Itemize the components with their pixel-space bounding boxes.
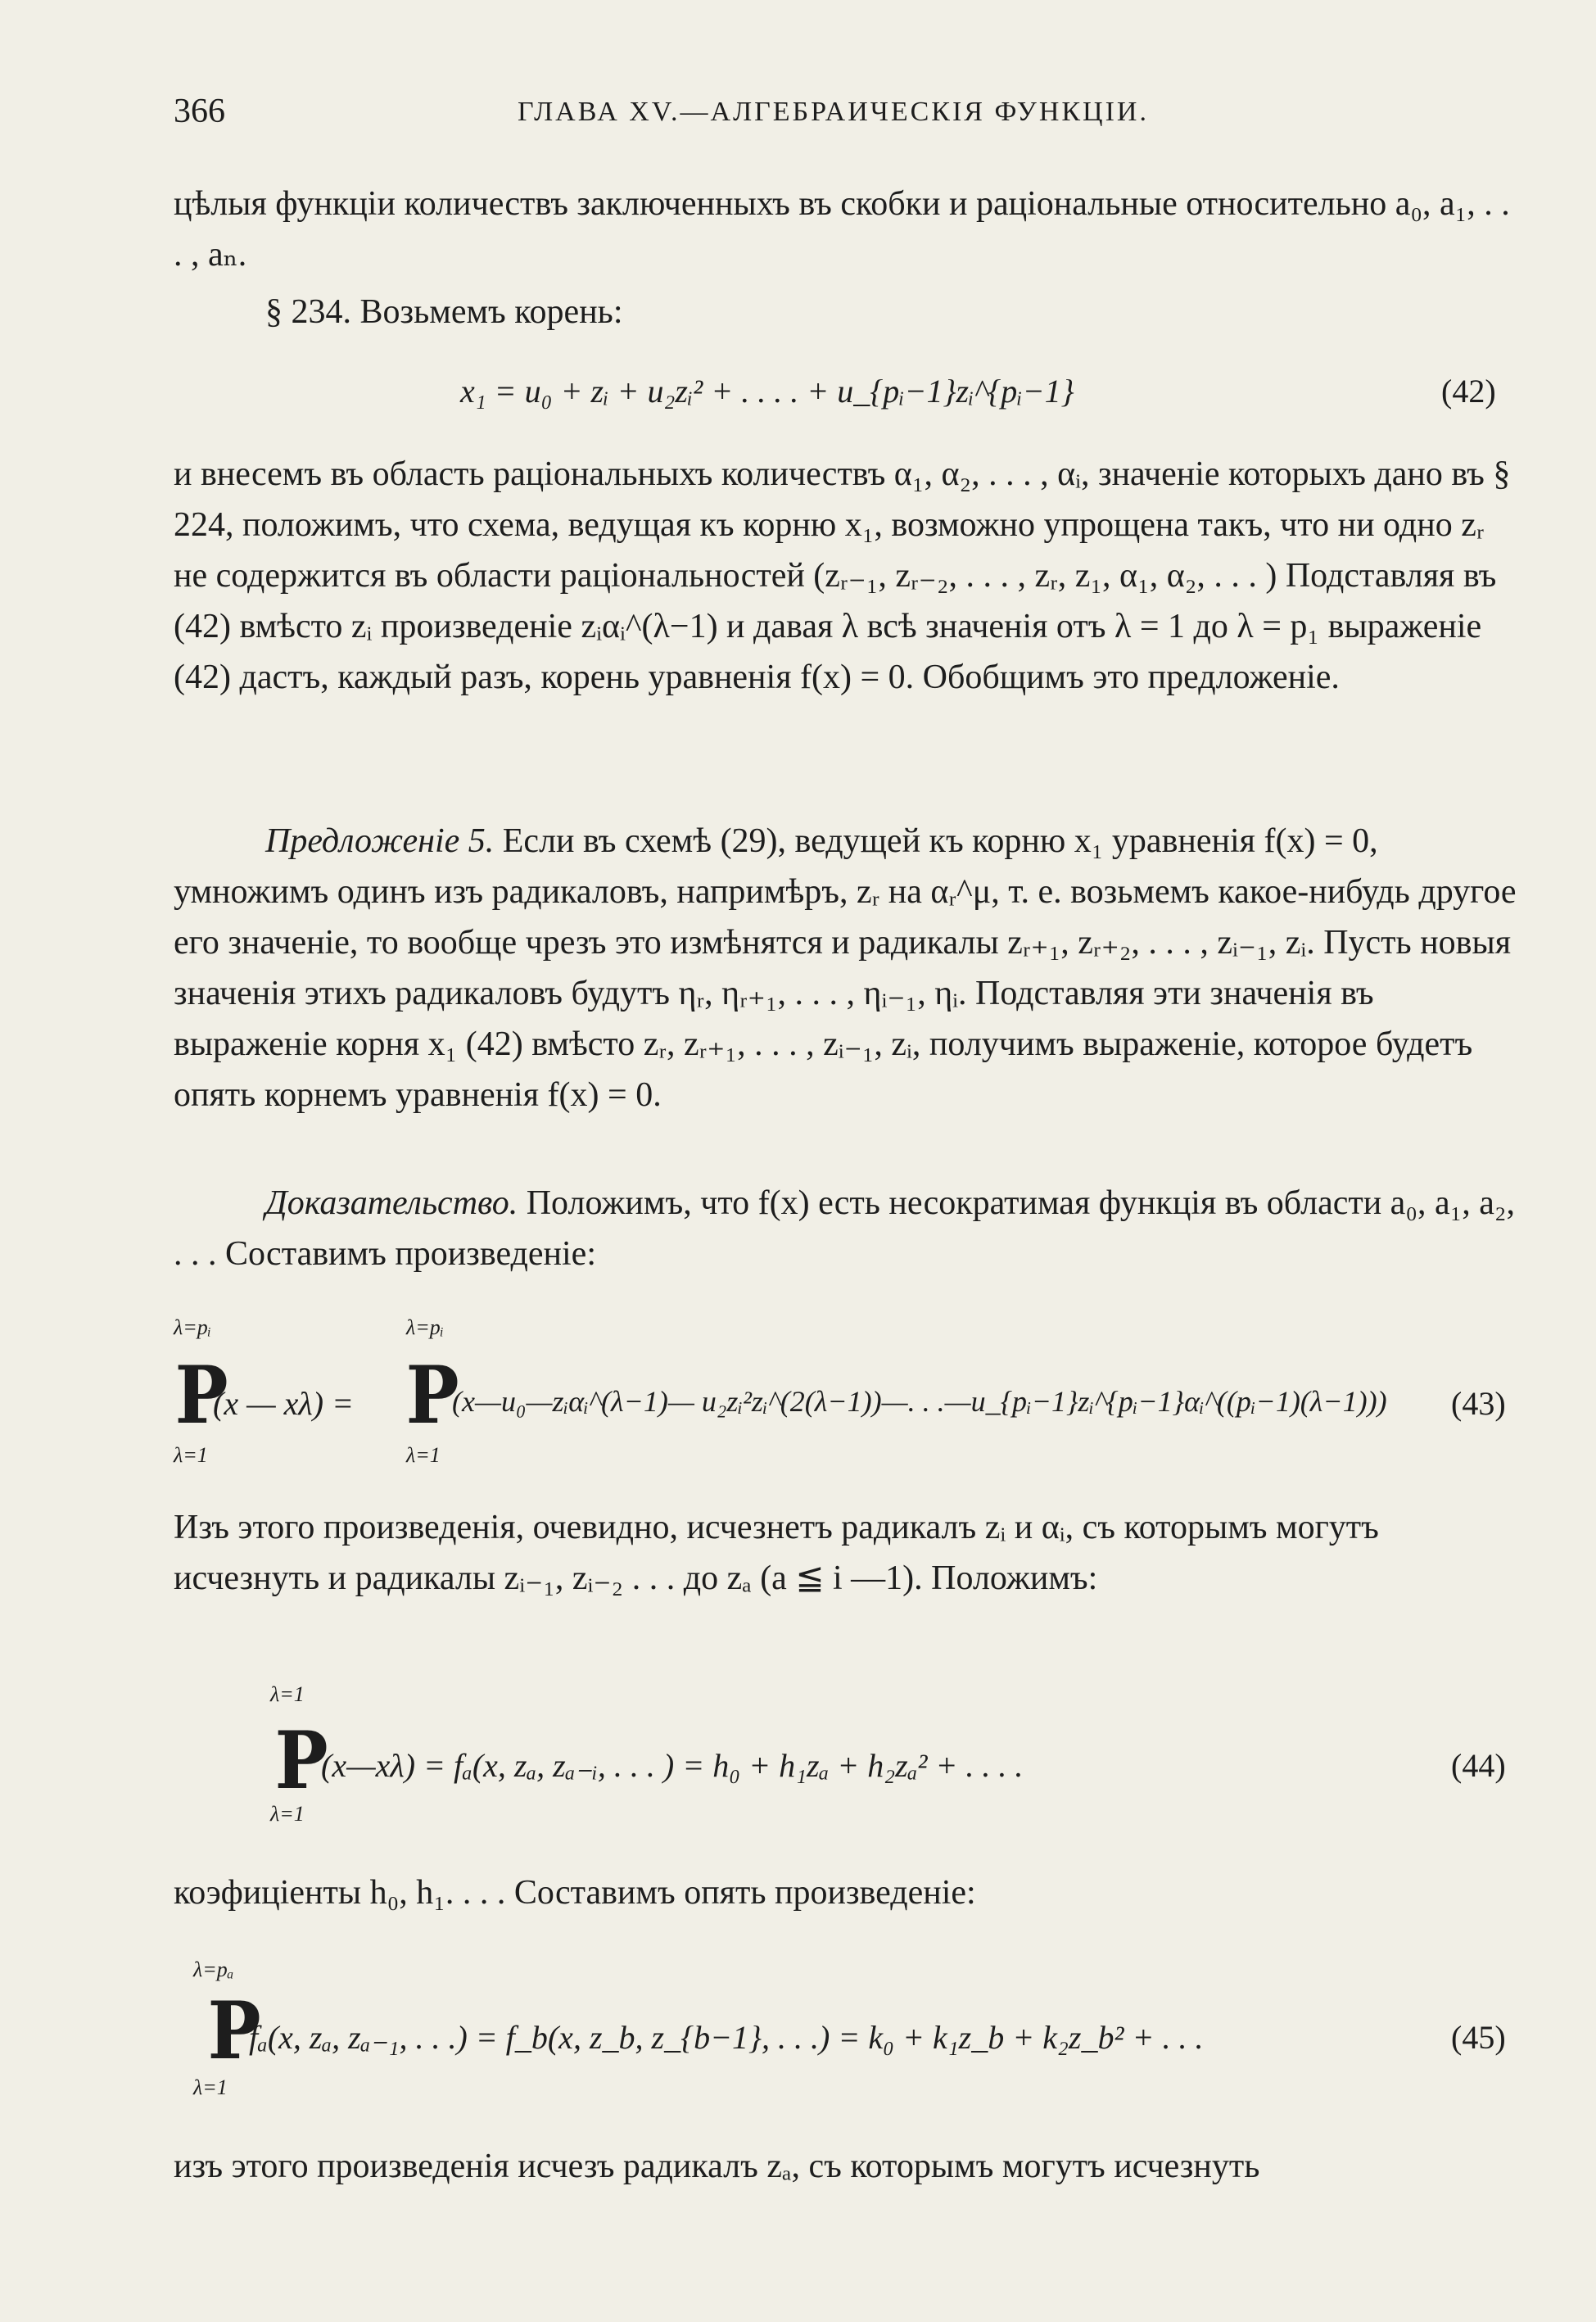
paragraph-7: коэфиціенты h₀, h₁. . . . Составимъ опять произведеніе:: [174, 1874, 976, 1912]
running-head: ГЛАВА XV.—АЛГЕБРАИЧЕСКІЯ ФУНКЦІИ.: [518, 97, 1149, 127]
eq43-lower-limit-left: λ=1: [174, 1443, 208, 1467]
proof-label: Доказательство.: [265, 1184, 518, 1222]
equation-45: [174, 1958, 1517, 2105]
eq44-upper-limit: λ=1: [270, 1682, 305, 1706]
eq45-body: fₐ(x, zₐ, zₐ₋₁, . . .) = f_b(x, z_b, z_{b−1}, . . .) = k₀ + k₁z_b + k₂z_b² + . . .: [249, 2019, 1204, 2056]
equation-42: [174, 367, 1517, 424]
proposition-5: [174, 816, 1517, 1120]
equation-42-body: x₁ = u₀ + zᵢ + u₂zᵢ² + . . . . + u_{pᵢ−1}zᵢ^{pᵢ−1}: [460, 373, 1074, 410]
page-header: [174, 92, 1549, 141]
eq44-body: (x—xλ) = fₐ(x, zₐ, zₐ₋ᵢ, . . . ) = h₀ + h₁zₐ + h₂zₐ² + . . . .: [321, 1747, 1024, 1784]
product-symbol-44: P: [274, 1714, 328, 1807]
section-234-heading: § 234. Возьмемъ корень:: [265, 293, 623, 331]
product-symbol-right: P: [405, 1349, 459, 1442]
eq45-lower-limit: λ=1: [193, 2075, 228, 2099]
equation-44-number: (44): [1451, 1747, 1506, 1784]
equation-44: [174, 1682, 1517, 1830]
eq43-left-side: (x — xλ) =: [213, 1385, 355, 1422]
equation-42-number: (42): [1441, 373, 1496, 410]
equation-43: [174, 1315, 1517, 1479]
paragraph-8: изъ этого произведенія исчезъ радикалъ zₐ, съ которымъ могутъ исчезнуть: [174, 2148, 1260, 2185]
eq43-upper-limit-left: λ=pᵢ: [174, 1315, 211, 1339]
proof-text: Положимъ, что f(x) есть несократимая функція въ области a₀, a₁, a₂, . . . Составимъ произведеніе:: [174, 1184, 1516, 1273]
proposition-5-text: Если въ схемѣ (29), ведущей къ корню x₁ уравненія f(x) = 0, умножимъ одинъ изъ радикаловъ, напримѣръ, zᵣ на αᵣ^μ, т. е. возьмемъ какое-нибудь другое его значеніе, то вообще чрезъ это измѣнятся и радикалы zᵣ₊₁, zᵣ₊₂, . . . , zᵢ₋₁, zᵢ. Пусть новыя значенія этихъ радикаловъ будутъ ηᵣ, ηᵣ₊₁, . . . , ηᵢ₋₁, ηᵢ. Подставляя эти значенія въ выраженіе корня x₁ (42) вмѣсто zᵣ, zᵣ₊₁, . . . , zᵢ₋₁, zᵢ, получимъ выраженіе, которое будетъ опять корнемъ уравненія f(x) = 0.: [174, 822, 1517, 1114]
equation-43-number: (43): [1451, 1385, 1506, 1422]
proof-paragraph: [174, 1178, 1517, 1279]
eq44-lower-limit: λ=1: [270, 1802, 305, 1826]
page-number: 366: [174, 93, 225, 130]
paragraph-3: и внесемъ въ область раціональныхъ количествъ α₁, α₂, . . . , αᵢ, значеніе которыхъ дано въ § 224, положимъ, что схема, ведущая къ корню x₁, возможно упрощена такъ, что ни одно zᵣ не содержится въ области раціональностей (zᵣ₋₁, zᵣ₋₂, . . . , zᵣ, z₁, α₁, α₂, . . . ) Подставляя въ (42) вмѣсто zᵢ произведеніе zᵢαᵢ^(λ−1) и давая λ всѣ значенія отъ λ = 1 до λ = p₁ выраженіе (42) дастъ, каждый разъ, корень уравненія f(x) = 0. Обобщимъ это предложеніе.: [174, 455, 1511, 696]
eq43-right-side: (x—u₀—zᵢαᵢ^(λ−1)— u₂zᵢ²zᵢ^(2(λ−1))—. . .—u_{pᵢ−1}zᵢ^{pᵢ−1}αᵢ^((pᵢ−1)(λ−1))): [452, 1385, 1387, 1418]
product-symbol-left: P: [174, 1349, 228, 1442]
paragraph-1: цѣлыя функціи количествъ заключенныхъ въ скобки и раціональные относительно a₀, a₁, . . . , aₙ.: [174, 185, 1510, 274]
equation-45-number: (45): [1451, 2019, 1506, 2056]
eq43-upper-limit-right: λ=pᵢ: [406, 1315, 444, 1339]
proposition-5-label: Предложеніе 5.: [265, 822, 495, 860]
eq43-lower-limit-right: λ=1: [406, 1443, 441, 1467]
eq45-upper-limit: λ=pₐ: [193, 1958, 234, 1981]
product-symbol-45: P: [207, 1985, 261, 2077]
paragraph-6: Изъ этого произведенія, очевидно, исчезнетъ радикалъ zᵢ и αᵢ, съ которымъ могутъ исчезнуть и радикалы zᵢ₋₁, zᵢ₋₂ . . . до zₐ (a ≦ i —1). Положимъ:: [174, 1509, 1379, 1597]
